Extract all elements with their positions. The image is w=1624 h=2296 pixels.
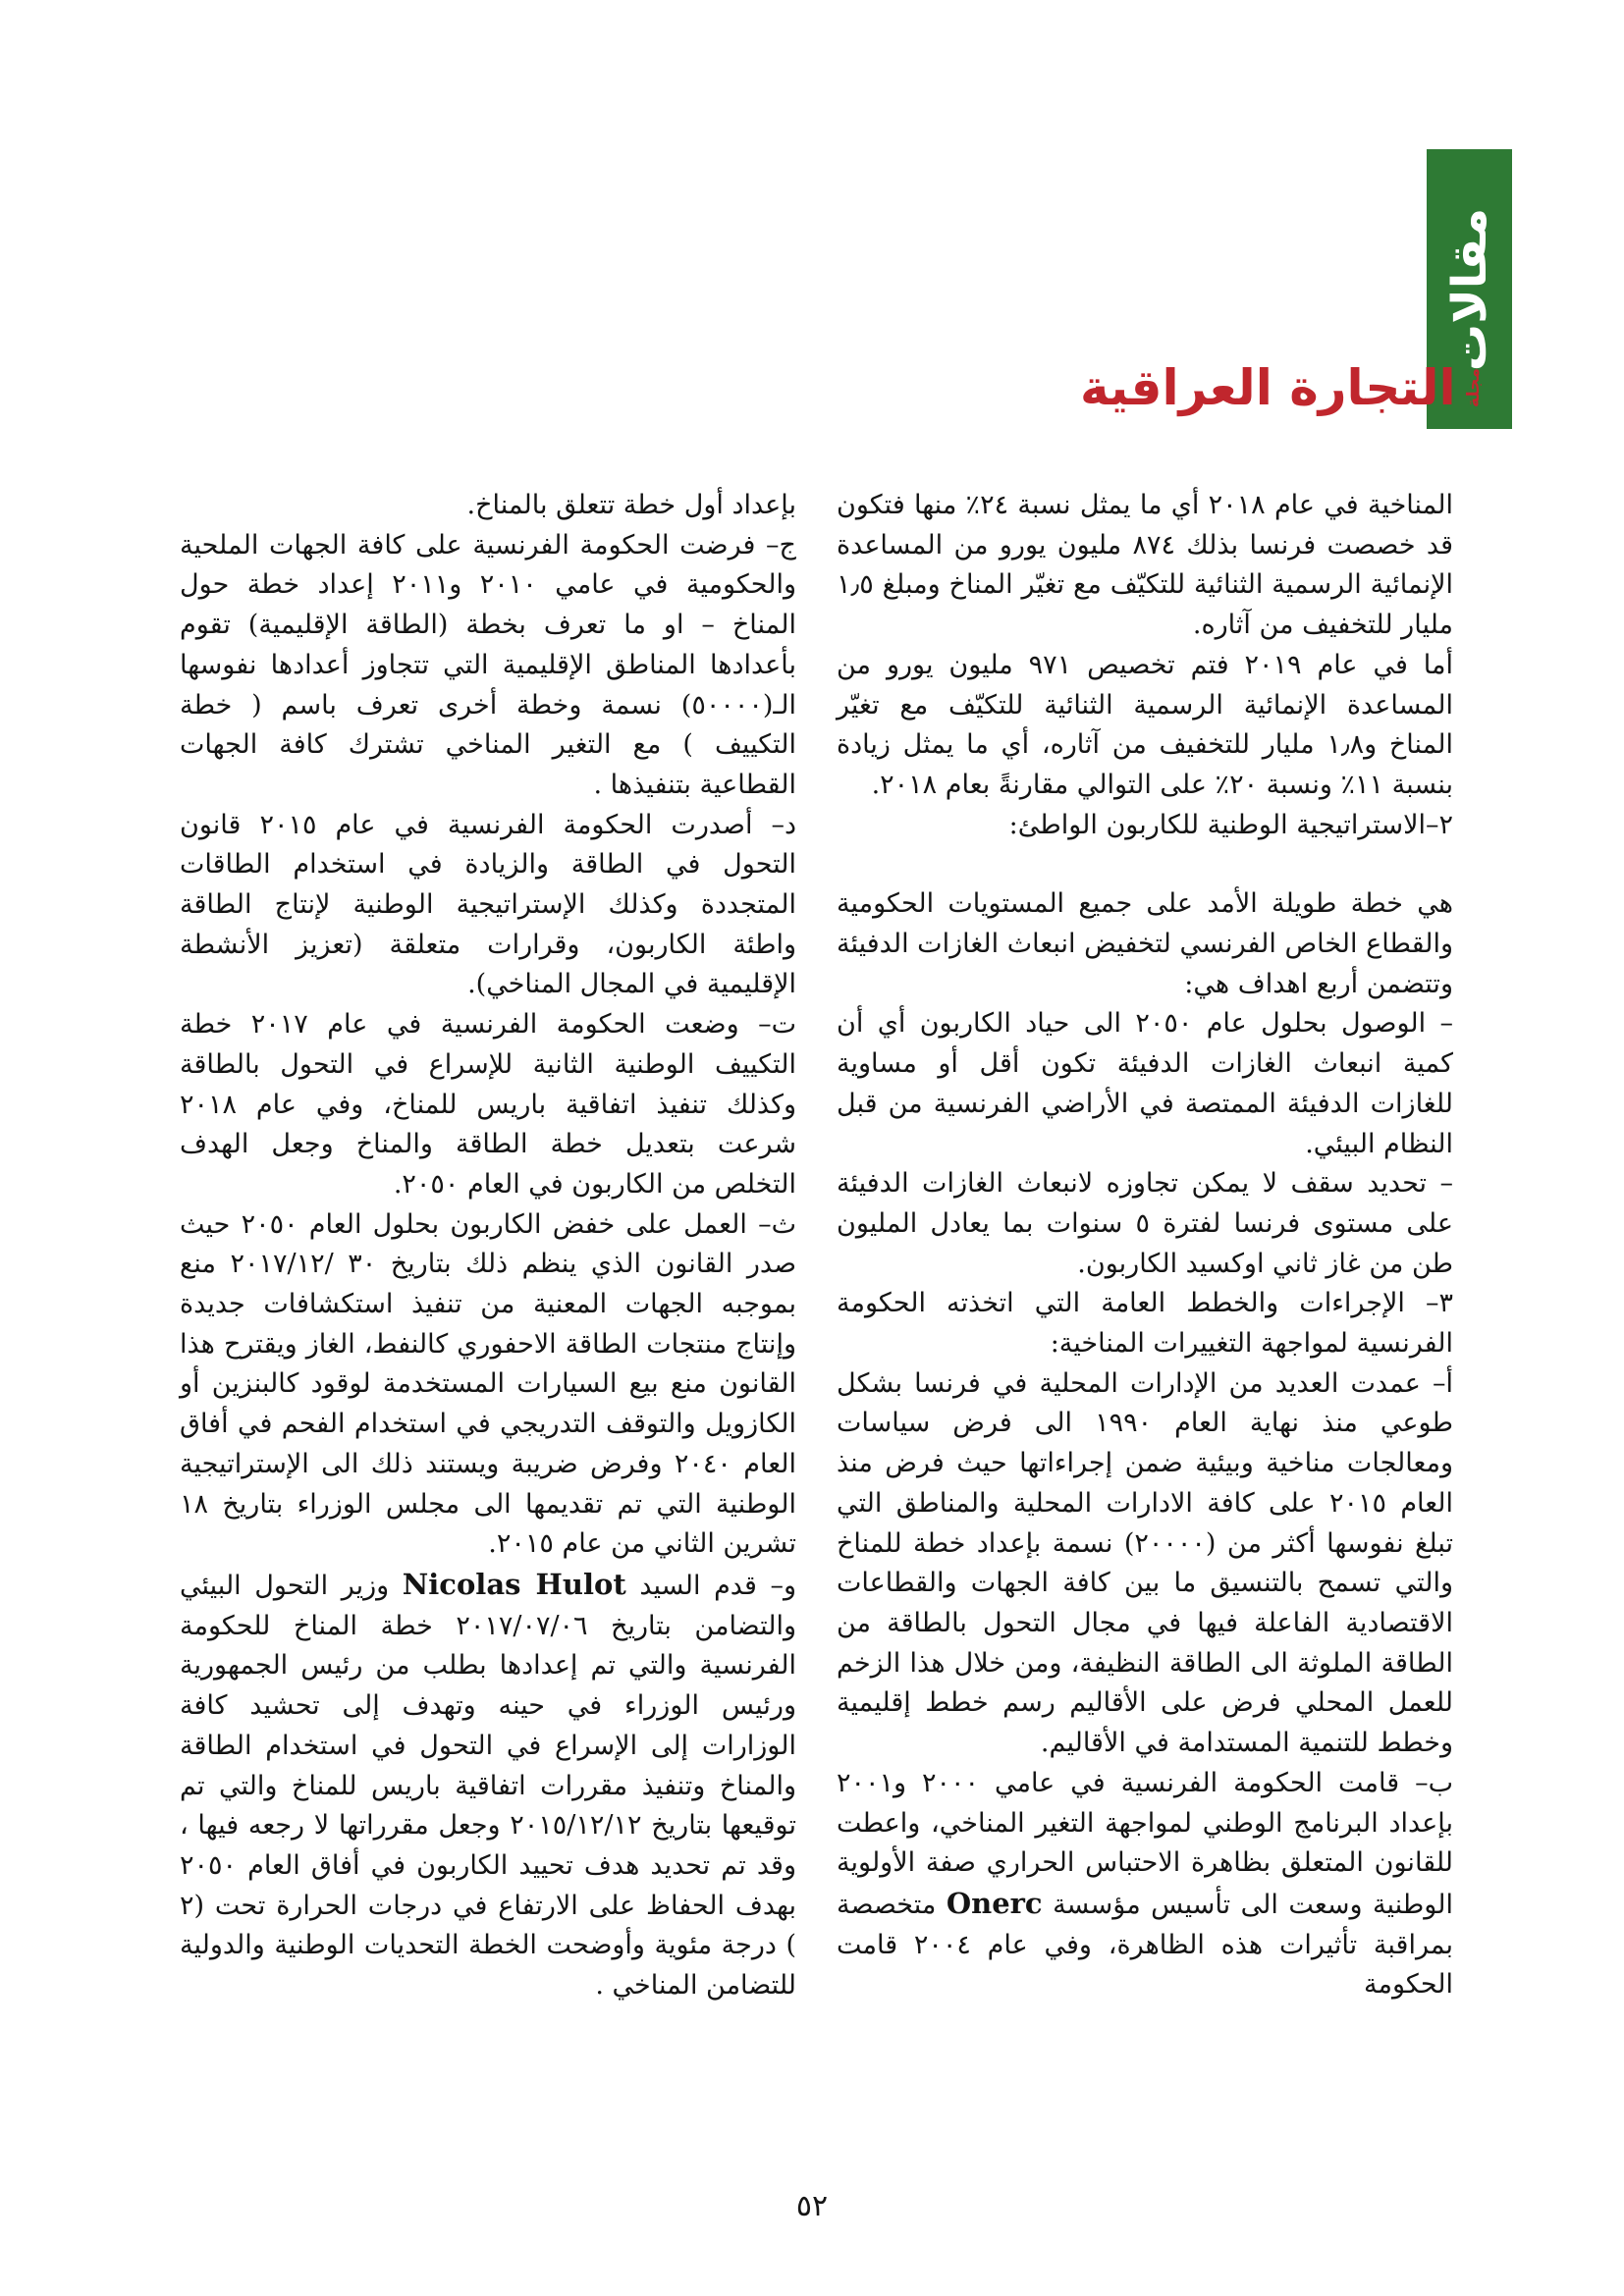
paragraph-text: متخصصة بمراقبة تأثيرات هذه الظاهرة، وفي عام ٢٠٠٤ قامت الحكومة (837, 1889, 1453, 2001)
paragraph: ج– فرضت الحكومة الفرنسية على كافة الجهات الملحية والحكومية في عامي ٢٠١٠ و٢٠١١ إعداد خطة حول المناخ – او ما تعرف بخطة (الطاقة الإقليمية) تقوم بأعدادها المناطق الإقليمية التي تتجاوز أعدادها نفوسها الـ(٥٠٠٠٠) نسمة وخطة أخرى تعرف باسم ( خطة التكييف ) مع التغير المناخي تشترك كافة الجهات القطاعية بتنفيذها . (180, 529, 796, 800)
list-item: – تحديد سقف لا يمكن تجاوزه لانبعاث الغازات الدفيئة على مستوى فرنسا لفترة ٥ سنوات بما يعادل المليون طن من غاز ثاني اوكسيد الكاربون. (837, 1168, 1453, 1279)
paragraph: د– أصدرت الحكومة الفرنسية في عام ٢٠١٥ قانون التحول في الطاقة والزيادة في استخدام الطاقات المتجددة وكذلك الإستراتيجية الوطنية لإنتاج الطاقة واطئة الكاربون، وقرارات متعلقة (تعزيز الأنشطة الإقليمية في المجال المناخي). (180, 809, 796, 1000)
paragraph: هي خطة طويلة الأمد على جميع المستويات الحكومية والقطاع الخاص الفرنسي لتخفيض انبعاث الغازات الدفيئة وتتضمن أربع اهداف هي: (837, 888, 1453, 999)
masthead-prefix: مجلة (1463, 367, 1484, 408)
paragraph: ت– وضعت الحكومة الفرنسية في عام ٢٠١٧ خطة التكييف الوطنية الثانية للإسراع في التحول بالطاقة وكذلك تنفيذ اتفاقية باريس للمناخ، وفي عام ٢٠١٨ شرعت بتعديل خطة الطاقة والمناخ وجعل الهدف التخلص من الكاربون في العام ٢٠٥٠. (180, 1009, 796, 1200)
paragraph-text: وزير التحول البيئي والتضامن بتاريخ ٢٠١٧/٠٧/٠٦ خطة المناخ للحكومة الفرنسية والتي تم إعدادها بطلب من رئيس الجمهورية ورئيس الوزراء في حينه وتهدف إلى تحشيد كافة الوزارات إلى الإسراع في التحول في استخدام الطاقة والمناخ وتنفيذ مقررات اتفاقية باريس للمناخ والتي تم توقيعها بتاريخ ٢٠١٥/١٢/١٢ وجعل مقرراتها لا رجعه فيها ، وقد تم تحديد هدف تحييد الكاربون في أفاق العام ٢٠٥٠ بهدف الحفاظ على الارتفاع في درجات الحرارة تحت (٢ ) درجة مئوية وأوضحت الخطة التحديات الوطنية والدولية للتضامن المناخي . (180, 1570, 797, 2002)
person-name: Nicolas Hulot (402, 1567, 626, 1601)
paragraph-gap (837, 845, 1453, 884)
paragraph: بإعداد أول خطة تتعلق بالمناخ. (466, 490, 796, 520)
paragraph (837, 1764, 1453, 2005)
paragraph: أما في عام ٢٠١٩ فتم تخصيص ٩٧١ مليون يورو من المساعدة الإنمائية الرسمية الثنائية للتكيّف مع تغيّر المناخ و١٫٨ مليار للتخفيف من آثاره، أي ما يمثل زيادة بنسبة ١١٪ ونسبة ٢٠٪ على التوالي مقارنةً بعام ٢٠١٨. (837, 649, 1454, 800)
section-tab-label: مقالات (1441, 207, 1497, 371)
right-column (837, 486, 1453, 2005)
paragraph: أ– عمدت العديد من الإدارات المحلية في فرنسا بشكل طوعي منذ نهاية العام ١٩٩٠ الى فرض سياسات ومعالجات مناخية وبيئية ضمن إجراءاتها حيث فرض منذ العام ٢٠١٥ على كافة الادارات المحلية والمناطق التي تبلغ نفوسها أكثر من (٢٠٠٠٠) نسمة بإعداد خطة للمناخ والتي تسمح بالتنسيق ما بين كافة الجهات والقطاعات الاقتصادية الفاعلة فيها في مجال التحول بالطاقة من الطاقة الملوثة الى الطاقة النظيفة، ومن خلال هذا الزخم للعمل المحلي فرض على الأقاليم رسم خطط إقليمية وخطط للتنمية المستدامة في الأقاليم. (837, 1367, 1454, 1759)
organization-name: Onerc (946, 1886, 1043, 1920)
paragraph (180, 1565, 796, 2006)
paragraph-text: و– قدم السيد (639, 1570, 796, 1601)
section-heading: ٣– الإجراءات والخطط العامة التي اتخذته الحكومة الفرنسية لمواجهة التغييرات المناخية: (837, 1288, 1453, 1360)
section-heading: ٢–الاستراتيجية الوطنية للكاربون الواطئ: (1008, 809, 1453, 840)
magazine-masthead (1080, 348, 1484, 427)
paragraph: ث– العمل على خفض الكاربون بحلول العام ٢٠٥٠ حيث صدر القانون الذي ينظم ذلك بتاريخ ٣٠ /٢٠١٧/١٢ منع بموجبه الجهات المعنية من تنفيذ استكشافات جديدة وإنتاج منتجات الطاقة الاحفوري كالنفط، الغاز ويقترح هذا القانون منع بيع السيارات المستخدمة لوقود كالبنزين أو الكازويل والتوقف التدريجي في استخدام الفحم في أفاق العام ٢٠٤٠ وفرض ضريبة ويستند ذلك الى الإستراتيجية الوطنية التي تم تقديمها الى مجلس الوزراء بتاريخ ١٨ تشرين الثاني من عام ٢٠١٥. (180, 1208, 797, 1560)
left-column (180, 486, 796, 2006)
paragraph: المناخية في عام ٢٠١٨ أي ما يمثل نسبة ٢٤٪ منها فتكون قد خصصت فرنسا بذلك ٨٧٤ مليون يورو من المساعدة الإنمائية الرسمية الثنائية للتكيّف مع تغيّر المناخ ومبلغ ١٫٥ مليار للتخفيف من آثاره. (837, 490, 1453, 641)
paragraph-text: ب– قامت الحكومة الفرنسية في عامي ٢٠٠٠ و٢٠٠١ بإعداد البرنامج الوطني لمواجهة التغير المناخي، واعطت للقانون المتعلق بظاهرة الاحتباس الحراري صفة الأولوية الوطنية وسعت الى تأسيس مؤسسة (837, 1767, 1453, 1920)
masthead-name: التجارة العراقية (1080, 359, 1456, 416)
page-number: ٥٢ (795, 2189, 829, 2223)
list-item: – الوصول بحلول عام ٢٠٥٠ الى حياد الكاربون أي أن كمية انبعاث الغازات الدفيئة تكون أقل أو مساوية للغازات الدفيئة الممتصة في الأراضي الفرنسية من قبل النظام البيئي. (837, 1008, 1453, 1159)
